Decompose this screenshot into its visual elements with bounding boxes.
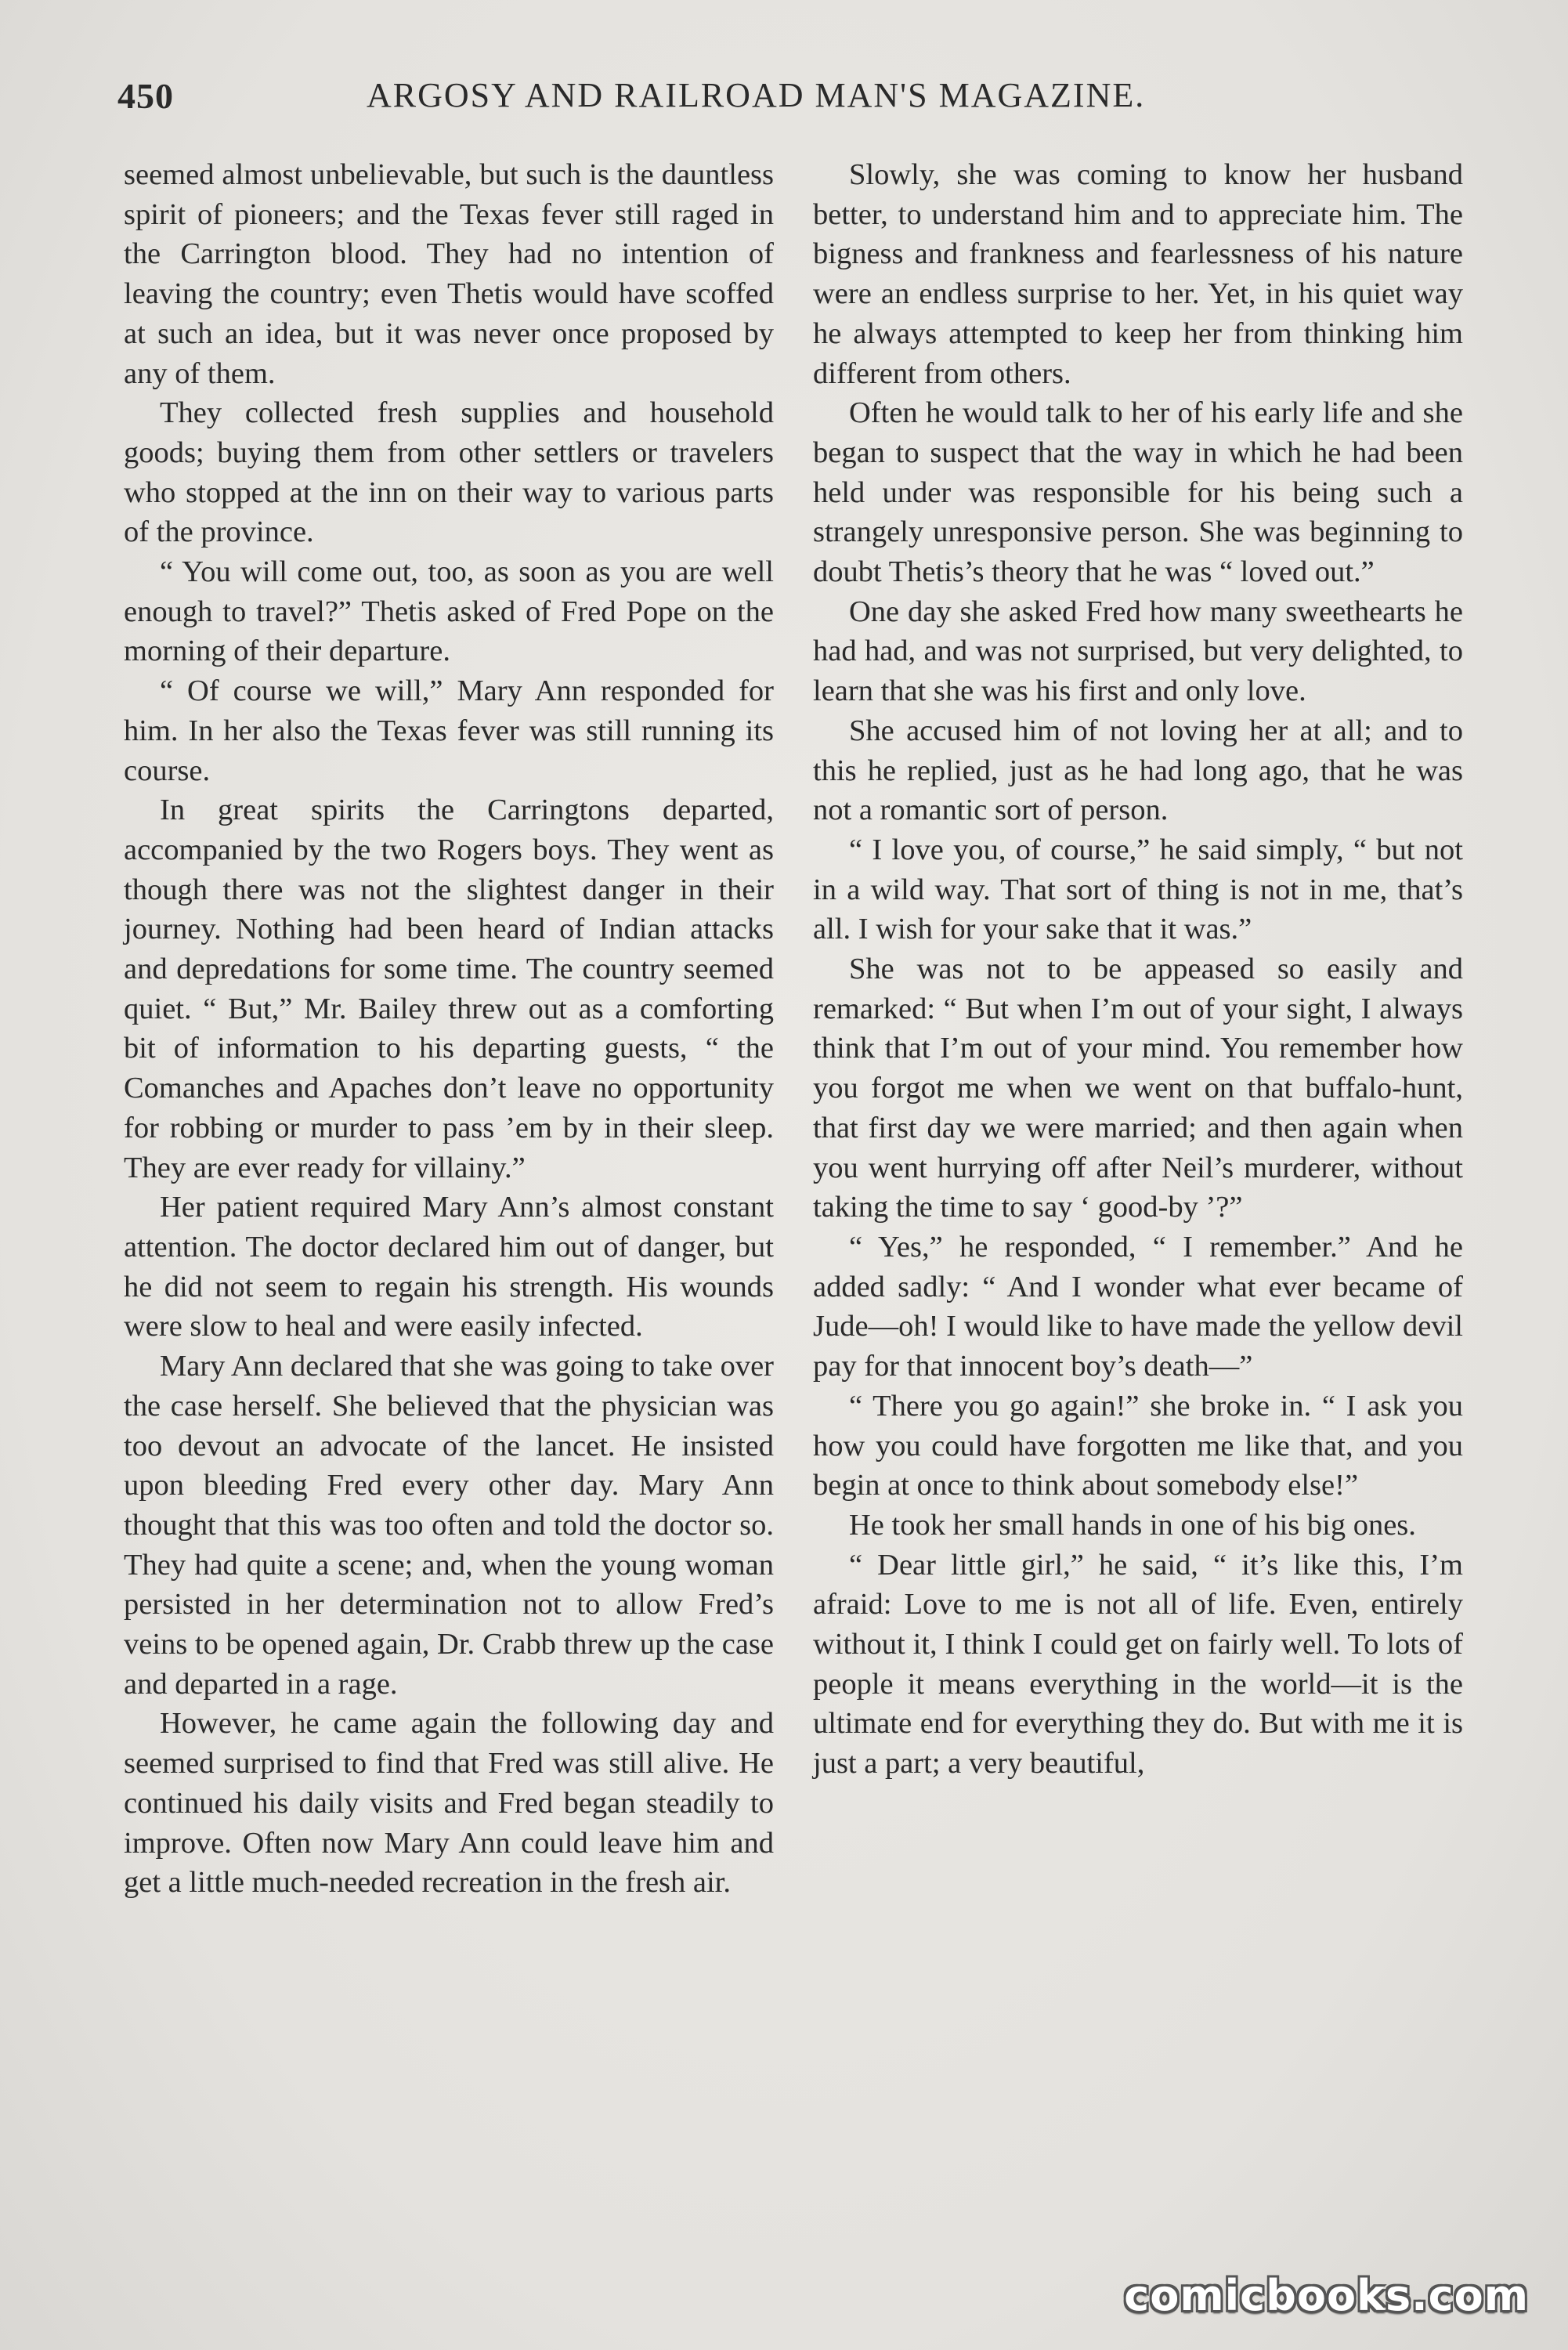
paragraph: Slowly, she was coming to know her husband better, to understand him and to appreciate him. The bigness and frankness and fearlessness of his nature were an endless surprise to her. Yet, in his quiet way he always attempted to keep her from thinking him different from others. — [813, 158, 1463, 390]
paragraph: “ You will come out, too, as soon as you are well enough to travel?” Thetis asked of Fred Pope on the morning of their departure. — [124, 555, 774, 668]
paragraph: Often he would talk to her of his early life and she began to suspect that the way in which he had been held under was responsible for his being such a strangely unresponsive person. She was beginning to doubt Thetis’s theory that he was “ loved out.” — [813, 396, 1463, 589]
paragraph: However, he came again the following day and seemed surprised to find that Fred was still alive. He continued his daily visits and Fred began steadily to improve. Often now Mary Ann could leave him and get a little much-needed recreation in the fresh air. — [124, 1707, 774, 1900]
paragraph: Mary Ann declared that she was going to take over the case herself. She believed that the physician was too devout an advocate of the lancet. He insisted upon bleeding Fred every other day. Mary Ann thought that this was too often and told the doctor so. They had quite a scene; and, when the young woman persisted in her determination not to allow Fred’s veins to be opened again, Dr. Crabb threw up the case and departed in a rage. — [124, 1350, 774, 1701]
running-title: ARGOSY AND RAILROAD MAN'S MAGAZINE. — [367, 76, 1146, 114]
paragraph: She was not to be appeased so easily and remarked: “ But when I’m out of your sight, I always think that I’m out of your mind. You remember how you forgot me when we went on that buffalo-hunt, that first day we were married; and then again when you went hurrying off after Neil’s murderer, without taking the time to say ‘ good-by ’?” — [813, 953, 1463, 1224]
paragraph: “ I love you, of course,” he said simply, “ but not in a wild way. That sort of thing is not in me, that’s all. I wish for your sake that it was.” — [813, 833, 1463, 946]
watermark: comicbooks.com — [1124, 2271, 1529, 2320]
paragraph: Her patient required Mary Ann’s almost constant attention. The doctor declared him out of danger, but he did not seem to regain his strength. His wounds were slow to heal and were easily infected. — [124, 1191, 774, 1343]
page-header — [117, 75, 1465, 130]
paragraph: “ Dear little girl,” he said, “ it’s like this, I’m afraid: Love to me is not all of life. Even, entirely without it, I think I could get on fairly well. To lots of people it means everything in the world—it is the ultimate end for everything they do. But with me it is just a part; a very beautiful, — [813, 1548, 1463, 1781]
paragraph: He took her small hands in one of his big ones. — [849, 1508, 1416, 1542]
page-number: 450 — [117, 76, 174, 116]
right-column — [813, 155, 1463, 1784]
paragraph: “ There you go again!” she broke in. “ I ask you how you could have forgotten me like that, and you begin at once to think about somebody else!” — [813, 1389, 1463, 1502]
paragraph: She accused him of not loving her at all; and to this he replied, just as he had long ago, that he was not a romantic sort of person. — [813, 714, 1463, 827]
paragraph: “ Yes,” he responded, “ I remember.” And he added sadly: “ And I wonder what ever became of Jude—oh! I would like to have made the yellow devil pay for that innocent boy’s death—” — [813, 1230, 1463, 1383]
paragraph: In great spirits the Carringtons departed, accompanied by the two Rogers boys. They went as though there was not the slightest danger in their journey. Nothing had been heard of Indian attacks and depredations for some time. The country seemed quiet. “ But,” Mr. Bailey threw out as a comforting bit of information to his departing guests, “ the Comanches and Apaches don’t leave no opportunity for robbing or murder to pass ’em by in their sleep. They are ever ready for villainy.” — [124, 794, 774, 1184]
paragraph: “ Of course we will,” Mary Ann responded for him. In her also the Texas fever was still running its course. — [124, 674, 774, 787]
paragraph: They collected fresh supplies and household goods; buying them from other settlers or travelers who stopped at the inn on their way to various parts of the province. — [124, 396, 774, 549]
left-column — [124, 155, 774, 1903]
paragraph: One day she asked Fred how many sweethearts he had had, and was not surprised, but very delighted, to learn that she was his first and only love. — [813, 595, 1463, 708]
paragraph: seemed almost unbelievable, but such is the dauntless spirit of pioneers; and the Texas fever still raged in the Carrington blood. They had no intention of leaving the country; even Thetis would have scoffed at such an idea, but it was never once proposed by any of them. — [124, 158, 774, 390]
